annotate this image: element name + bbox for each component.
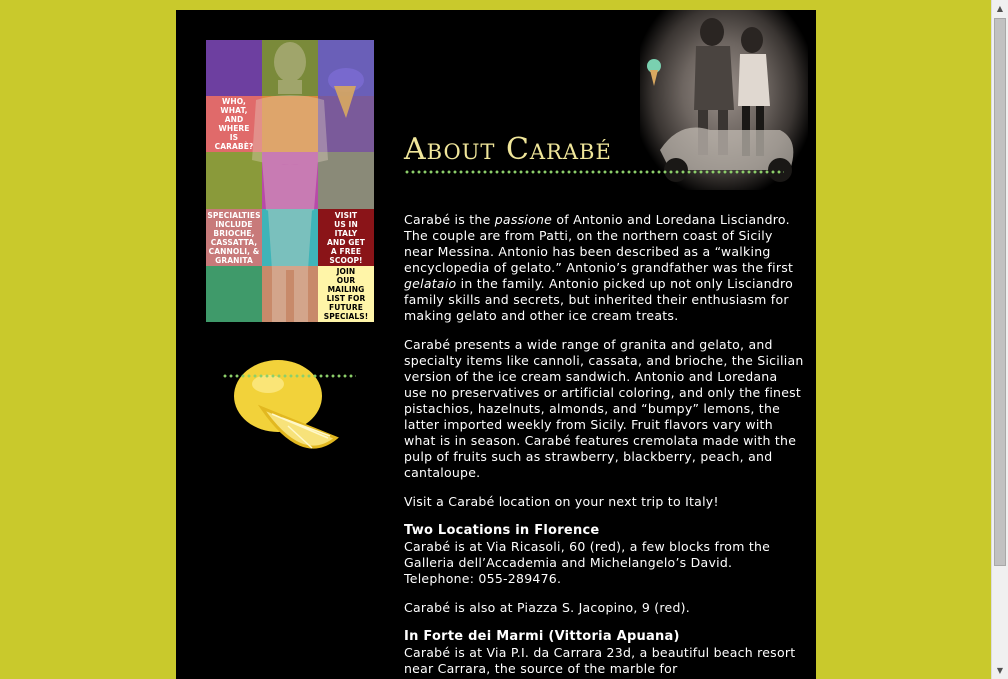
collage-image-tile — [262, 209, 318, 266]
collage-image-tile — [318, 96, 374, 152]
florence-heading: Two Locations in Florence — [404, 523, 600, 538]
collage-link-tile[interactable]: WHO, WHAT, AND WHERE IS CARABÈ? — [206, 96, 262, 152]
couple-on-scooter-photo — [640, 10, 808, 190]
scroll-up-arrow-icon[interactable]: ▲ — [996, 4, 1004, 13]
products-paragraph: Carabé presents a wide range of granita and gelato, and specialty items like cannoli, cassata, and brioche, the Sicilian version of the ice cream sandwich. Antonio and Loredana use no preservatives or artificial coloring, and only the finest pistachios, hazelnuts, almonds, and “bumpy” lemons, the latter imported weekly from Sicily. Fruit flavors vary with what is in season. Carabé features cremolata made with the pulp of fruits such as strawberry, blackberry, peach, and cantaloupe. — [404, 337, 804, 480]
scroll-thumb[interactable] — [994, 18, 1006, 566]
intro-paragraph: Carabé is the passione of Antonio and Loredana Lisciandro. The couple are from Patti, on the northern coast of Sicily near Messina. Antonio has been described as a “walking encyclopedia of gelato.” Antonio’s grandfather was the first gelataio in the family. Antonio picked up not only Lisciandro family skills and secrets, but inherited their enthusiasm for making gelato and other ice cream treats. — [404, 212, 794, 323]
collage-image-tile — [262, 266, 318, 322]
collage-navigation — [206, 40, 374, 322]
collage-image-tile — [262, 96, 318, 152]
visit-paragraph: Visit a Carabé location on your next trip to Italy! — [404, 494, 719, 509]
about-content — [404, 212, 804, 679]
collage-image-tile — [206, 40, 262, 96]
lemon-icon — [232, 356, 342, 460]
florence-location-2: Carabé is also at Piazza S. Jacopino, 9 (red). — [404, 600, 691, 615]
collage-image-tile — [318, 40, 374, 96]
vertical-scrollbar[interactable] — [991, 0, 1008, 679]
scroll-down-arrow-icon[interactable]: ▼ — [996, 666, 1004, 675]
page-container — [176, 10, 816, 679]
collage-image-tile — [262, 40, 318, 96]
dotted-divider — [404, 170, 784, 174]
collage-image-tile — [262, 152, 318, 209]
collage-link-tile[interactable]: JOIN OUR MAILING LIST FOR FUTURE SPECIALS! — [318, 266, 374, 322]
dotted-divider — [222, 374, 356, 378]
collage-image-tile — [206, 266, 262, 322]
collage-link-tile[interactable]: SPECIALTIES INCLUDE BRIOCHE, CASSATTA, CANNOLI, & GRANITA — [207, 210, 261, 265]
collage-image-tile — [206, 152, 262, 209]
page-title: About Carabé — [404, 132, 612, 167]
collage-link-tile[interactable]: VISIT US IN ITALY AND GET A FREE SCOOP! — [318, 209, 374, 266]
collage-image-tile — [318, 152, 374, 209]
forte-heading: In Forte dei Marmi (Vittoria Apuana) — [404, 629, 680, 644]
florence-location-1: Carabé is at Via Ricasoli, 60 (red), a few blocks from the Galleria dell’Accademia and Michelangelo’s David. Telephone: 055-289476. — [404, 539, 771, 586]
forte-location: Carabé is at Via P.I. da Carrara 23d, a beautiful beach resort near Carrara, the source of the marble for — [404, 645, 796, 676]
